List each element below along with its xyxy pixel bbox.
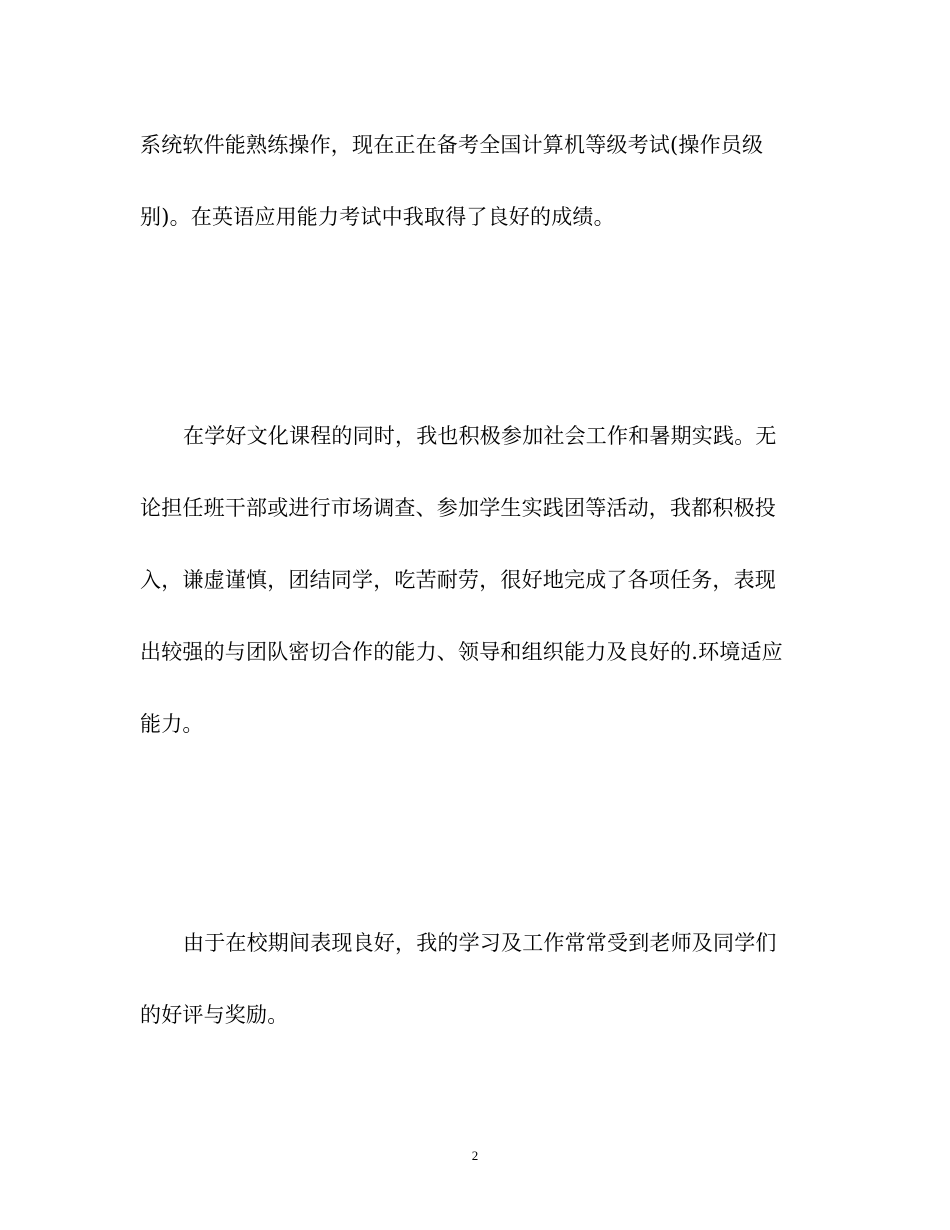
paragraph-line: 系统软件能熟练操作，现在正在备考全国计算机等级考试(操作员级 — [140, 133, 764, 157]
paragraph-line: 的好评与奖励。 — [140, 1003, 289, 1027]
paragraph-line: 出较强的与团队密切合作的能力、领导和组织能力及良好的.环境适应 — [140, 640, 783, 664]
paragraph-line: 入，谦虚谨慎，团结同学，吃苦耐劳，很好地完成了各项任务，表现 — [140, 568, 776, 592]
paragraph-line: 能力。 — [140, 712, 204, 736]
paragraph-line: 在学好文化课程的同时，我也积极参加社会工作和暑期实践。无 — [183, 424, 777, 448]
paragraph-line: 别)。在英语应用能力考试中我取得了良好的成绩。 — [140, 205, 615, 229]
paragraph-line: 论担任班干部或进行市场调查、参加学生实践团等活动，我都积极投 — [140, 496, 776, 520]
page-number: 2 — [471, 1148, 479, 1163]
paragraph-line: 由于在校期间表现良好，我的学习及工作常常受到老师及同学们 — [183, 931, 777, 955]
